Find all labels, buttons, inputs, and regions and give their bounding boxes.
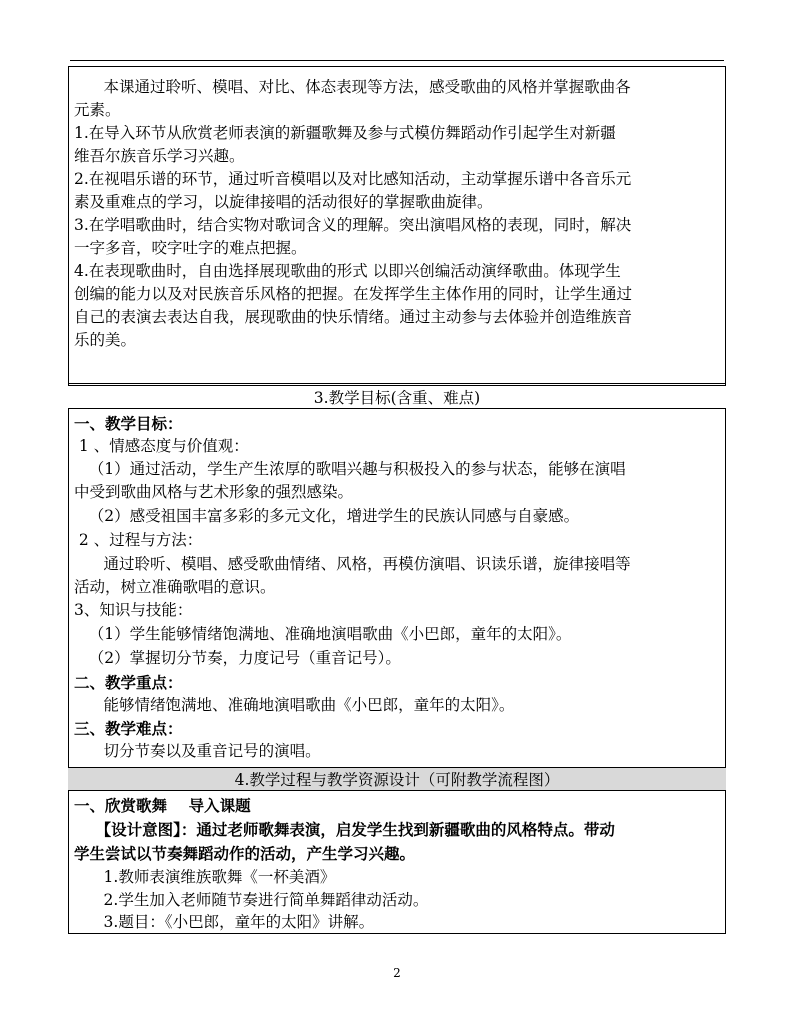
text-line: 3.题目：《小巴郎，童年的太阳》讲解。: [74, 913, 375, 931]
section-3-title: 3.教学目标(含重、难点): [313, 389, 481, 407]
text-line: 1.在导入环节从欣赏老师表演的新疆歌舞及参与式模仿舞蹈动作引起学生对新疆: [74, 124, 616, 142]
text-line: 3.在学唱歌曲时，结合实物对歌词含义的理解。突出演唱风格的表现，同时，解决: [74, 216, 632, 234]
text-line: （2）感受祖国丰富多彩的多元文化，增进学生的民族认同感与自豪感。: [74, 507, 580, 525]
heading-key-points: 二、教学重点：: [74, 673, 183, 692]
text-line: 通过聆听、模唱、感受歌曲情绪、风格，再模仿演唱、识读乐谱，旋律接唱等: [74, 555, 631, 573]
text-line: 一字多音，咬字吐字的难点把握。: [74, 239, 307, 257]
text-line: 中受到歌曲风格与艺术形象的强烈感染。: [74, 483, 354, 501]
text-line: 创编的能力以及对民族音乐风格的把握。在发挥学生主体作用的同时，让学生通过: [74, 285, 633, 303]
text-line: （2）掌握切分节奏，力度记号（重音记号）。: [74, 649, 401, 667]
heading-difficulties: 三、教学难点：: [74, 719, 183, 738]
design-intent-line: 学生尝试以节奏舞蹈动作的活动，产生学习兴趣。: [74, 844, 416, 863]
text-line: 元素。: [74, 101, 121, 119]
text-line: 能够情绪饱满地、准确地演唱歌曲《小巴郎，童年的太阳》。: [74, 696, 515, 714]
text-line: （1）学生能够情绪饱满地、准确地演唱歌曲《小巴郎，童年的太阳》。: [74, 625, 572, 643]
design-intent-line: 【设计意图】：通过老师歌舞表演，启发学生找到新疆歌曲的风格特点。带动: [74, 820, 615, 839]
text-line: 1 、情感态度与价值观：: [74, 437, 249, 455]
page-number: 2: [393, 966, 401, 980]
heading-objectives: 一、教学目标：: [74, 414, 183, 433]
text-line: 4.在表现歌曲时，自由选择展现歌曲的形式 以即兴创编活动演绎歌曲。体现学生: [74, 262, 621, 280]
text-line: 乐的美。: [74, 331, 137, 349]
page-header-rule: [70, 60, 724, 61]
text-line: 本课通过聆听、模唱、对比、体态表现等方法，感受歌曲的风格并掌握歌曲各: [74, 78, 631, 96]
text-line: 维吾尔族音乐学习兴趣。: [74, 147, 245, 165]
section-3-header: [68, 385, 726, 409]
text-line: 1.教师表演维族歌舞《一杯美酒》: [74, 868, 336, 886]
text-line: 2 、过程与方法：: [74, 531, 203, 549]
heading-step-1: 一、欣赏歌舞 导入课题: [74, 796, 251, 815]
row-divider: [68, 383, 726, 384]
text-line: 切分节奏以及重音记号的演唱。: [74, 742, 321, 760]
text-line: 3、知识与技能：: [74, 601, 193, 619]
text-line: 活动，树立准确歌唱的意识。: [74, 578, 276, 596]
text-line: 2.学生加入老师随节奏进行简单舞蹈律动活动。: [74, 891, 429, 909]
text-line: 素及重难点的学习，以旋律接唱的活动很好的掌握歌曲旋律。: [74, 193, 493, 211]
section-4-header: [68, 767, 726, 791]
text-line: （1）通过活动，学生产生浓厚的歌唱兴趣与积极投入的参与状态，能够在演唱: [74, 460, 626, 478]
section-4-title: 4.教学过程与教学资源设计（可附教学流程图）: [234, 771, 560, 789]
text-line: 2.在视唱乐谱的环节，通过听音模唱以及对比感知活动，主动掌握乐谱中各音乐元: [74, 170, 632, 188]
text-line: 自己的表演去表达自我，展现歌曲的快乐情绪。通过主动参与去体验并创造维族音: [74, 308, 633, 326]
